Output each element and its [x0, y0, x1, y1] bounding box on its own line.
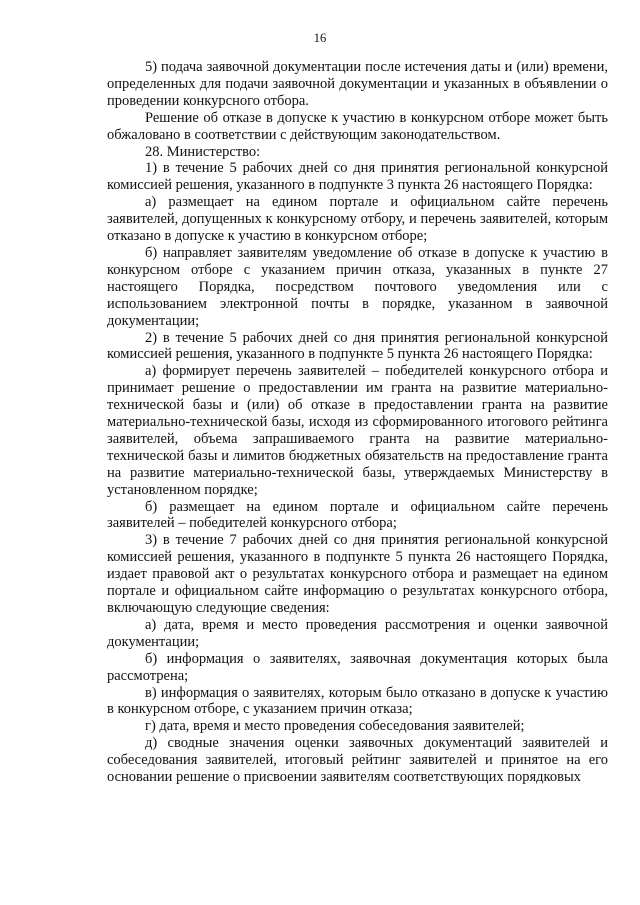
document-body — [107, 59, 608, 786]
paragraph-28-3-v: в) информация о заявителях, которым было отказано в допуске к участию в конкурсном отборе, с указанием причин отказа; — [107, 684, 608, 718]
paragraph-28-1-a: а) размещает на едином портале и официальном сайте перечень заявителей, допущенных к конкурсному отбору, и перечень заявителей, которым отказано в допуске к участию в конкурсном отборе; — [107, 194, 608, 245]
paragraph-28-3-g: г) дата, время и место проведения собеседования заявителей; — [145, 718, 525, 735]
paragraph-28-3-d: д) сводные значения оценки заявочных документаций заявителей и собеседования заявителей, итоговый рейтинг заявителей и принятое на его основании решение о присвоении заявителям соответствующих порядковых — [107, 735, 608, 786]
paragraph-28-1-b: б) направляет заявителям уведомление об отказе в допуске к участию в конкурсном отборе с указанием причин отказа, указанных в пункте 27 настоящего Порядка, посредством почтового уведомления или с использованием электронной почты в порядке, указанном в заявочной документации; — [107, 244, 608, 329]
paragraph-28-3: 3) в течение 7 рабочих дней со дня принятия региональной конкурсной комиссией решения, указанного в подпункте 5 пункта 26 настоящего Порядка, издает правовой акт о результатах конкурсного отбора и размещает на едином портале и официальном сайте информацию о результатах конкурсного отбора, включающую следующие сведения: — [107, 532, 608, 616]
paragraph-28-3-a: а) дата, время и место проведения рассмотрения и оценки заявочной документации; — [107, 616, 608, 650]
paragraph-28-1: 1) в течение 5 рабочих дней со дня принятия региональной конкурсной комиссией решения, указанного в подпункте 3 пункта 26 настоящего Порядка: — [107, 160, 608, 194]
paragraph-28-2-b: б) размещает на едином портале и официальном сайте перечень заявителей – победителей конкурсного отбора; — [107, 498, 608, 532]
paragraph-28-2: 2) в течение 5 рабочих дней со дня принятия региональной конкурсной комиссией решения, указанного в подпункте 5 пункта 26 настоящего Порядка: — [107, 329, 608, 363]
paragraph-28-2-a: а) формирует перечень заявителей – победителей конкурсного отбора и принимает решение о предоставлении им гранта на развитие материально-технической базы и (или) об отказе в предоставлении гранта на развитие материально-технической базы, исходя из сформированного итогового рейтинга заявителей, объема запрашиваемого гранта на развитие материально-технической базы и лимитов бюджетных обязательств на предоставление гранта на развитие материально-технической базы, утверждаемых Министерству в установленном порядке; — [107, 363, 608, 498]
page-number: 16 — [313, 31, 327, 45]
paragraph-item-5: 5) подача заявочной документации после истечения даты и (или) времени, определенных для подачи заявочной документации и указанных в объявлении о проведении конкурсного отбора. — [107, 59, 608, 109]
paragraph-28-3-b: б) информация о заявителях, заявочная документация которых была рассмотрена; — [107, 650, 608, 684]
paragraph-28-heading: 28. Министерство: — [145, 143, 261, 160]
paragraph-appeal: Решение об отказе в допуске к участию в конкурсном отборе может быть обжаловано в соответствии с действующим законодательством. — [107, 109, 608, 143]
